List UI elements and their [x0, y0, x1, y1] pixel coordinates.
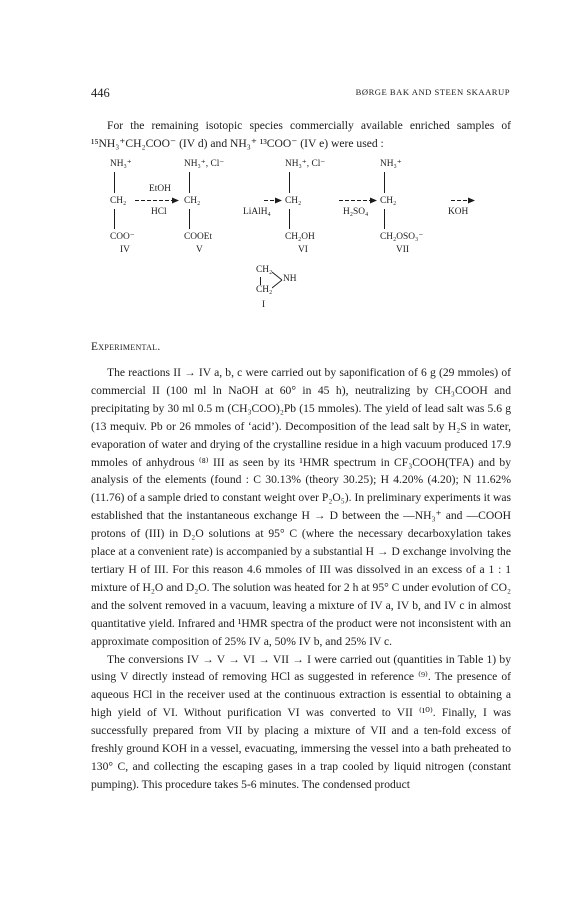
aziridine-cc-bond	[260, 277, 261, 285]
running-title: BØRGE BAK AND STEEN SKAARUP	[355, 87, 510, 97]
aziridine-ch2-bot: CH₂	[256, 285, 273, 295]
c1-top: NH₃⁺	[110, 159, 132, 169]
reagent-h2so4: H₂SO₄	[343, 207, 369, 217]
c4-num: VII	[396, 245, 410, 255]
c3-top: NH₃⁺, Cl⁻	[285, 159, 326, 169]
arrow-vi-vii	[339, 195, 377, 206]
c4-bot: CH₂OSO₃⁻	[380, 232, 424, 242]
c3-num: VI	[298, 245, 308, 255]
c2-bot: COOEt	[184, 232, 213, 242]
page-number: 446	[91, 86, 110, 100]
c4-top: NH₃⁺	[380, 159, 402, 169]
aziridine-nh: NH	[283, 274, 297, 284]
c3-mid: CH₂	[285, 196, 302, 206]
c2-bond-upper	[189, 172, 190, 193]
reagent-lialh4: LiAlH₄	[243, 207, 271, 217]
c1-bond-upper	[114, 172, 115, 193]
c1-num: IV	[120, 245, 130, 255]
c4-bond-upper	[384, 172, 385, 193]
c4-bond-lower	[384, 209, 385, 229]
intro-text: For the remaining isotopic species commercially available enriched samples of ¹⁵NH₃⁺CH₂COO⁻ (IV d) and NH₃⁺ ¹³COO⁻ (IV e) were used :	[91, 119, 511, 150]
arrow-v-vi	[264, 195, 282, 206]
aziridine-num: I	[262, 300, 266, 310]
aziridine-ch2-top: CH₂	[256, 265, 273, 275]
experimental-body	[91, 364, 511, 794]
c1-bot: COO⁻	[110, 232, 135, 242]
c4-mid: CH₂	[380, 196, 397, 206]
c2-mid: CH₂	[184, 196, 201, 206]
reagent-koh: KOH	[448, 207, 469, 217]
c3-bond-upper	[289, 172, 290, 193]
body-paragraph: The reactions II → IV a, b, c were carried out by saponification of 6 g (29 mmoles) of commercial II (100 ml ln NaOH at 60° in 45 h), neutralizing by CH₃COOH and precipitating by 30 ml 0.5 m (CH₃COO)₂Pb (15 mmoles). The yield of lead salt was 5.6 g (13 mequiv. Pb or 26 mmoles of ‘acid’). Decomposition of the lead salt by H₂S in water, evaporation of water and drying of the crystalline residue in a high vacuum produced 17.9 mmoles of anhydrous ⁽⁸⁾ III as seen by its ¹HMR spectrum in CF₃COOH(TFA) and by analysis of the elements (found : C 30.13% (theory 30.25); H 4.20% (4.20); N 11.62% (11.76) of a sample dried to constant weight over P₂O₅). In preliminary experiments it was established that the instantaneous exchange H → D between the —NH₃⁺ and —COOH protons of (III) in D₂O solutions at 95° C (where the necessary decarboxylation takes place at a convenient rate) is accompanied by a substantial H → D exchange involving the tertiary H of III. For this reason 4.6 mmoles of III was dissolved in an excess of a 1 : 1 mixture of H₂O and D₂O. The solution was heated for 2 h at 95° C under evolution of CO₂ and the solvent removed in a vacuum, leaving a mixture of IV a, IV b, and IV c in almost quantitative yield. Infrared and ¹HMR spectra of the product were not inconsistent with an approximate composition of 25% IV a, 50% IV b, and 25% IV c.	[91, 366, 512, 648]
c3-bot: CH₂OH	[285, 232, 315, 242]
c1-bond-lower	[114, 209, 115, 229]
reagent-hcl: HCl	[151, 207, 167, 217]
section-title	[91, 341, 161, 353]
reaction-scheme	[91, 155, 511, 315]
body-paragraph: The conversions IV → V → VI → VII → I were carried out (quantities in Table 1) by using V directly instead of removing HCl as suggested in reference ⁽⁹⁾. The presence of aqueous HCl in the receiver used at the continuous extraction is essential to obtaining a high yield of VI. Without purification VI was converted to VII ⁽¹⁰⁾. Finally, I was successfully prepared from VII by placing a mixture of VII and a ten-fold excess of freshly ground KOH in a vessel, evacuating, immersing the vessel into a bath preheated to 130° C, and collecting the escaping gases in a trap cooled by liquid nitrogen (constant pumping). This procedure takes 5-6 minutes. The condensed product	[91, 652, 511, 791]
arrow-iv-v	[135, 195, 179, 206]
c2-num: V	[196, 245, 203, 255]
c1-mid: CH₂	[110, 196, 127, 206]
c3-bond-lower	[289, 209, 290, 229]
c2-top: NH₃⁺, Cl⁻	[184, 159, 225, 169]
reagent-etoh: EtOH	[149, 184, 171, 194]
c2-bond-lower	[189, 209, 190, 229]
section-title-text: Experimental.	[91, 341, 161, 353]
page-header	[91, 86, 510, 102]
intro-paragraph	[91, 117, 511, 153]
arrow-vii-i	[451, 195, 475, 206]
